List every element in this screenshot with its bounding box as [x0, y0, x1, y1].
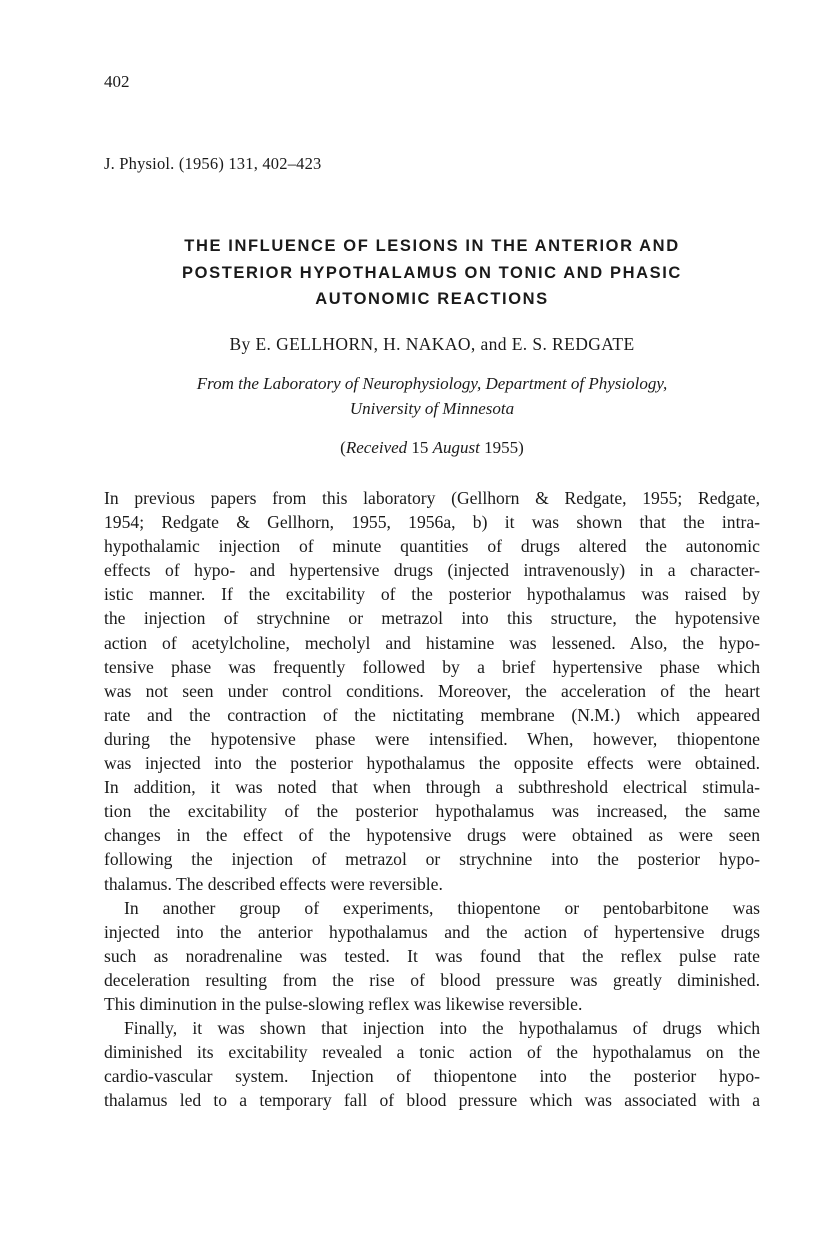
body-line: action of acetylcholine, mecholyl and histamine was lessened. Also, the hypo- — [104, 632, 760, 653]
body-line: hypothalamic injection of minute quantities of drugs altered the autonomic — [104, 536, 760, 557]
body-line: diminished its excitability revealed a tonic action of the hypothalamus on the — [104, 1042, 760, 1063]
body-line: thalamus. The described effects were reversible. — [104, 873, 443, 894]
title-line: THE INFLUENCE OF LESIONS IN THE ANTERIOR AND — [184, 237, 680, 255]
body-line: This diminution in the pulse-slowing reflex was likewise reversible. — [104, 993, 583, 1014]
body-line: effects of hypo- and hypertensive drugs (injected intravenously) in a character- — [104, 560, 760, 581]
authors: By E. GELLHORN, H. NAKAO, and E. S. REDGATE — [229, 334, 635, 354]
body-line: was not seen under control conditions. Moreover, the acceleration of the heart — [104, 680, 760, 701]
article-title — [104, 233, 760, 313]
body-text — [104, 486, 760, 1112]
body-line: during the hypotensive phase were intensified. When, however, thiopentone — [104, 728, 760, 749]
received-label: Received — [345, 438, 408, 457]
page-number: 402 — [104, 72, 130, 91]
received-year: 1955 — [484, 438, 519, 457]
body-line: such as noradrenaline was tested. It was found that the reflex pulse rate — [104, 945, 760, 966]
title-line: POSTERIOR HYPOTHALAMUS ON TONIC AND PHASIC — [182, 263, 682, 282]
body-line: cardio-vascular system. Injection of thiopentone into the posterior hypo- — [104, 1066, 760, 1087]
body-line: In another group of experiments, thiopentone or pentobarbitone was — [124, 897, 760, 918]
body-line: changes in the effect of the hypotensive drugs were obtained as were seen — [104, 825, 760, 846]
received-day: 15 — [411, 438, 429, 457]
affiliation — [104, 371, 760, 421]
body-line: thalamus led to a temporary fall of blood pressure which was associated with a — [104, 1090, 760, 1111]
body-line: tensive phase was frequently followed by a brief hypertensive phase which — [104, 656, 760, 677]
received-month: August — [432, 438, 480, 457]
affiliation-line: From the Laboratory of Neurophysiology, Department of Physiology, — [196, 374, 668, 393]
body-line: was injected into the posterior hypothalamus the opposite effects were obtained. — [104, 753, 760, 774]
received-date: (Received 15 August 1955) — [340, 438, 524, 457]
body-line: istic manner. If the excitability of the posterior hypothalamus was raised by — [104, 584, 760, 605]
body-line: 1954; Redgate & Gellhorn, 1955, 1956a, b) it was shown that the intra- — [104, 512, 760, 533]
body-line: rate and the contraction of the nictitating membrane (N.M.) which appeared — [104, 704, 760, 725]
body-line: In addition, it was noted that when through a subthreshold electrical stimula- — [104, 777, 760, 798]
title-line: AUTONOMIC REACTIONS — [315, 290, 549, 308]
body-line: the injection of strychnine or metrazol into this structure, the hypotensive — [104, 608, 760, 629]
journal-citation: J. Physiol. (1956) 131, 402–423 — [104, 154, 322, 173]
affiliation-line: University of Minnesota — [349, 399, 515, 418]
body-line: Finally, it was shown that injection into the hypothalamus of drugs which — [124, 1018, 760, 1039]
body-line: injected into the anterior hypothalamus and the action of hypertensive drugs — [104, 921, 760, 942]
body-line: In previous papers from this laboratory (Gellhorn & Redgate, 1955; Redgate, — [104, 488, 760, 508]
body-line: deceleration resulting from the rise of blood pressure was greatly diminished. — [104, 969, 760, 990]
body-line: following the injection of metrazol or strychnine into the posterior hypo- — [104, 849, 760, 870]
body-line: tion the excitability of the posterior hypothalamus was increased, the same — [104, 801, 760, 822]
